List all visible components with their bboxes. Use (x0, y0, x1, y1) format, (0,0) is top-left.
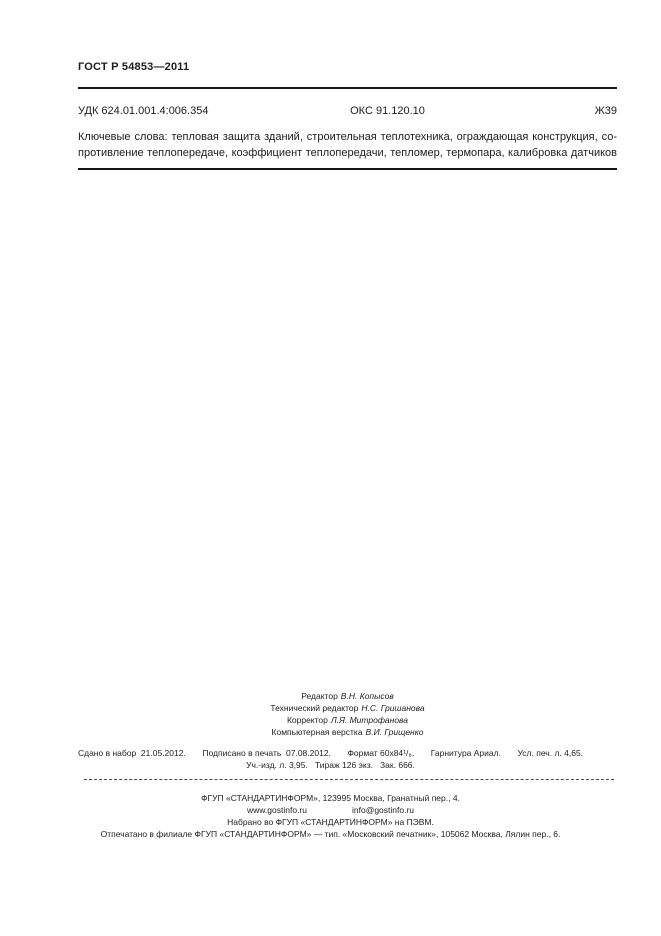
publisher-printed-note: Отпечатано в филиале ФГУП «СТАНДАРТИНФОРМ» — тип. «Московский печатник», 105062 Москва, Лялин пер., 6. (100, 829, 561, 839)
imprint-line-circulation: Уч.-изд. л. 3,95. Тираж 126 экз. Зак. 666. (246, 760, 415, 770)
credit-corrector (78, 714, 617, 726)
credit-role: Технический редактор (270, 703, 359, 713)
doc-number: ГОСТ Р 54853—2011 (78, 61, 190, 73)
keywords-line: Ключевые слова: тепловая защита зданий, строительная теплотехника, ограждающая конструкция, со- (78, 131, 617, 143)
credit-role: Корректор (286, 715, 328, 725)
credit-editor (78, 690, 617, 702)
footer-separator-rule (84, 779, 614, 780)
keywords-line: противление теплопередаче, коэффициент теплопередачи, тепломер, термопара, калибровка датчиков (78, 147, 617, 159)
credit-person: В.И. Грищенко (365, 727, 424, 737)
credit-role: Редактор (301, 691, 338, 701)
credit-person: Н.С. Гришанова (361, 703, 425, 713)
class-code: Ж39 (594, 105, 617, 117)
publisher-contacts (40, 804, 621, 816)
classification-row (78, 105, 617, 117)
keywords-rule (78, 168, 617, 170)
imprint-line-dates-format: Сдано в набор 21.05.2012. Подписано в печать 07.08.2012. Формат 60х84¹/₈. Гарнитура Ариал. Усл. печ. л. 4,65. (77, 748, 584, 758)
credit-person: В.Н. Копысов (340, 691, 394, 701)
oks-code: ОКС 91.120.10 (350, 105, 425, 117)
credit-layout (78, 726, 617, 738)
editorial-credits (78, 690, 617, 738)
header-rule (78, 87, 617, 89)
credit-role: Компьютерная верстка (271, 727, 363, 737)
publisher-website: www.gostinfo.ru (246, 805, 307, 815)
publisher-address: ФГУП «СТАНДАРТИНФОРМ», 123995 Москва, Гранатный пер., 4. (201, 793, 460, 803)
publisher-typeset-note: Набрано во ФГУП «СТАНДАРТИНФОРМ» на ПЭВМ. (227, 817, 434, 827)
print-imprint (40, 747, 621, 771)
udk-code: УДК 624.01.001.4:006.354 (78, 105, 209, 117)
publisher-email: info@gostinfo.ru (351, 805, 415, 815)
publisher-footer (40, 792, 621, 840)
keywords-paragraph (78, 129, 617, 161)
credit-person: Л.Я. Митрофанова (330, 715, 409, 725)
credit-technical-editor (78, 702, 617, 714)
